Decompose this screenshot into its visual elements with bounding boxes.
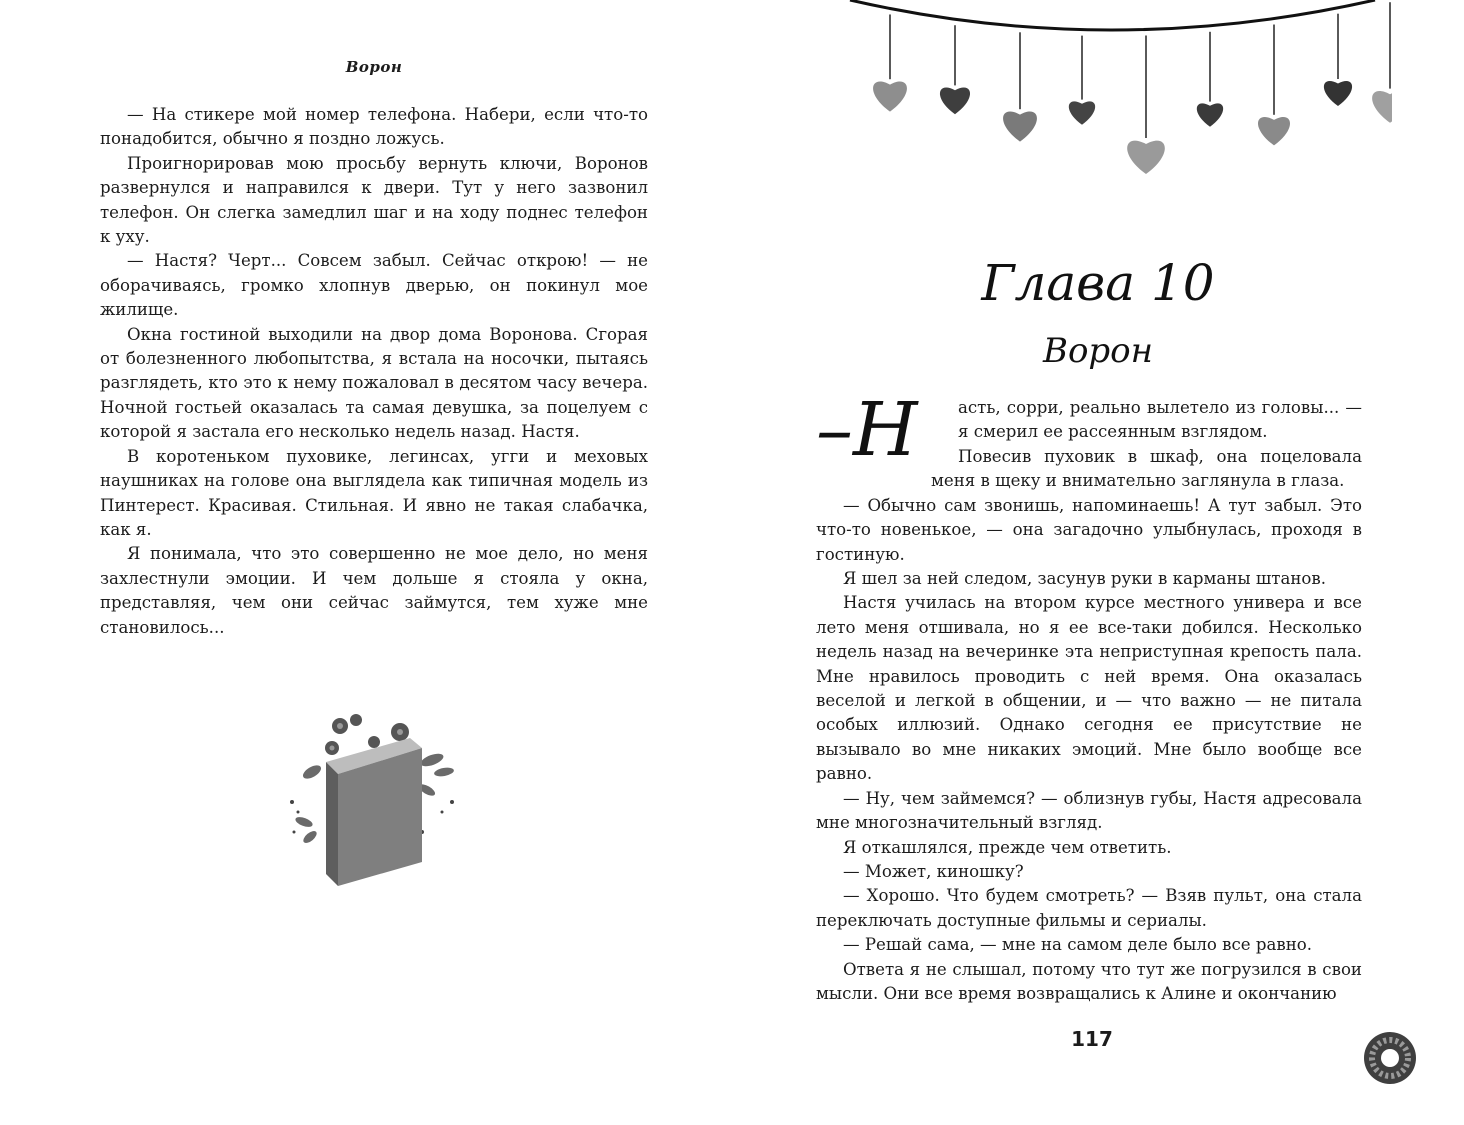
paragraph: — Хорошо. Что будем смотреть? — Взяв пульт, она стала переключать доступные фильмы и сериалы. [816,886,1362,930]
opening-text [958,396,1362,445]
chapter-subtitle: Ворон [1042,331,1154,371]
right-page-text [816,445,1362,1006]
paragraph: Настя училась на втором курсе местного универа и все лето меня отшивала, но я ее все-таки добился. Несколько недель назад на вечеринке эта неприступная крепость пала. Мне нравилось проводить с ней время. Она оказалась веселой и легкой в общении, и — что важно — не питала особых иллюзий. Однако сегодня ее присутствие не вызывало во мне никаких эмоций. Мне было вообще все равно. [816,593,1362,784]
heart-ornament [1324,81,1352,106]
donut-icon [1362,1030,1418,1086]
paragraph: — Обычно сам звонишь, напоминаешь! А тут забыл. Это что-то новенькое, — она загадочно улыбнулась, проходя в гостиную. [816,495,1362,564]
book-with-flowers-illustration [282,712,468,892]
paragraph: В коротеньком пуховике, легинсах, угги и меховых наушниках на голове она выглядела как типичная модель из Пинтерест. Красивая. Стильная. И явно не такая слабачка, как я. [100,446,648,539]
paragraph: Ответа я не слышал, потому что тут же погрузился в свои мысли. Они все время возвращались к Алине и окончанию [816,959,1362,1003]
paragraph: — Ну, чем займемся? — облизнув губы, Настя адресовала мне многозначительный взгляд. [816,788,1362,833]
paragraph: — Настя? Черт... Совсем забыл. Сейчас открою! — не оборачиваясь, громко хлопнув дверью, он покинул мое жилище. [100,251,648,320]
right-page [732,0,1464,1125]
chapter-title: Глава 10 [981,254,1215,312]
paragraph: Проигнорировав мою просьбу вернуть ключи, Воронов развернулся и направился к двери. Тут у него зазвонил телефон. Он слегка замедлил шаг и на ходу поднес телефон к уху. [100,153,648,247]
heart-ornament [1197,103,1223,126]
heart-garland-illustration [830,0,1392,190]
heart-ornament [1258,117,1290,145]
heart-ornament [1003,112,1037,142]
heart-ornament [940,87,970,114]
paragraph: Повесив пуховик в шкаф, она поцеловала меня в щеку и внимательно заглянула в глаза. [931,447,1362,491]
heart-ornament [1069,101,1095,124]
page-number: 117 [1071,1027,1113,1051]
paragraph: Я шел за ней следом, засунув руки в карманы штанов. [843,569,1327,589]
paragraph: Я понимала, что это совершенно не мое дело, но меня захлестнули эмоции. И чем дольше я стояла у окна, представляя, чем они сейчас займутся, тем хуже мне становилось... [100,544,648,637]
opening-lines: асть, сорри, реально вылетело из головы... — я смерил ее рассеянным взглядом. [958,398,1362,442]
paragraph: — Может, киношку? [843,861,1024,881]
paragraph: Я откашлялся, прежде чем ответить. [843,837,1172,857]
heart-ornament [1127,141,1165,174]
paragraph: — Решай сама, — мне на самом деле было все равно. [843,935,1313,955]
paragraph: Окна гостиной выходили на двор дома Воронова. Сгорая от болезненного любопытства, я встала на носочки, пытаясь разглядеть, кто это к нему пожаловал в десятом часу вечера. Ночной гостьей оказалась та самая девушка, за поцелуем с которой я застала его несколько недель назад. Настя. [100,324,648,442]
drop-cap: –Н [816,387,918,473]
paragraph: — На стикере мой номер телефона. Набери, если что-то понадобится, обычно я поздно ложусь. [100,105,648,149]
left-page-text [100,103,648,640]
heart-ornament [873,82,907,112]
heart-ornament [1372,91,1392,123]
running-head: Ворон [345,58,403,76]
